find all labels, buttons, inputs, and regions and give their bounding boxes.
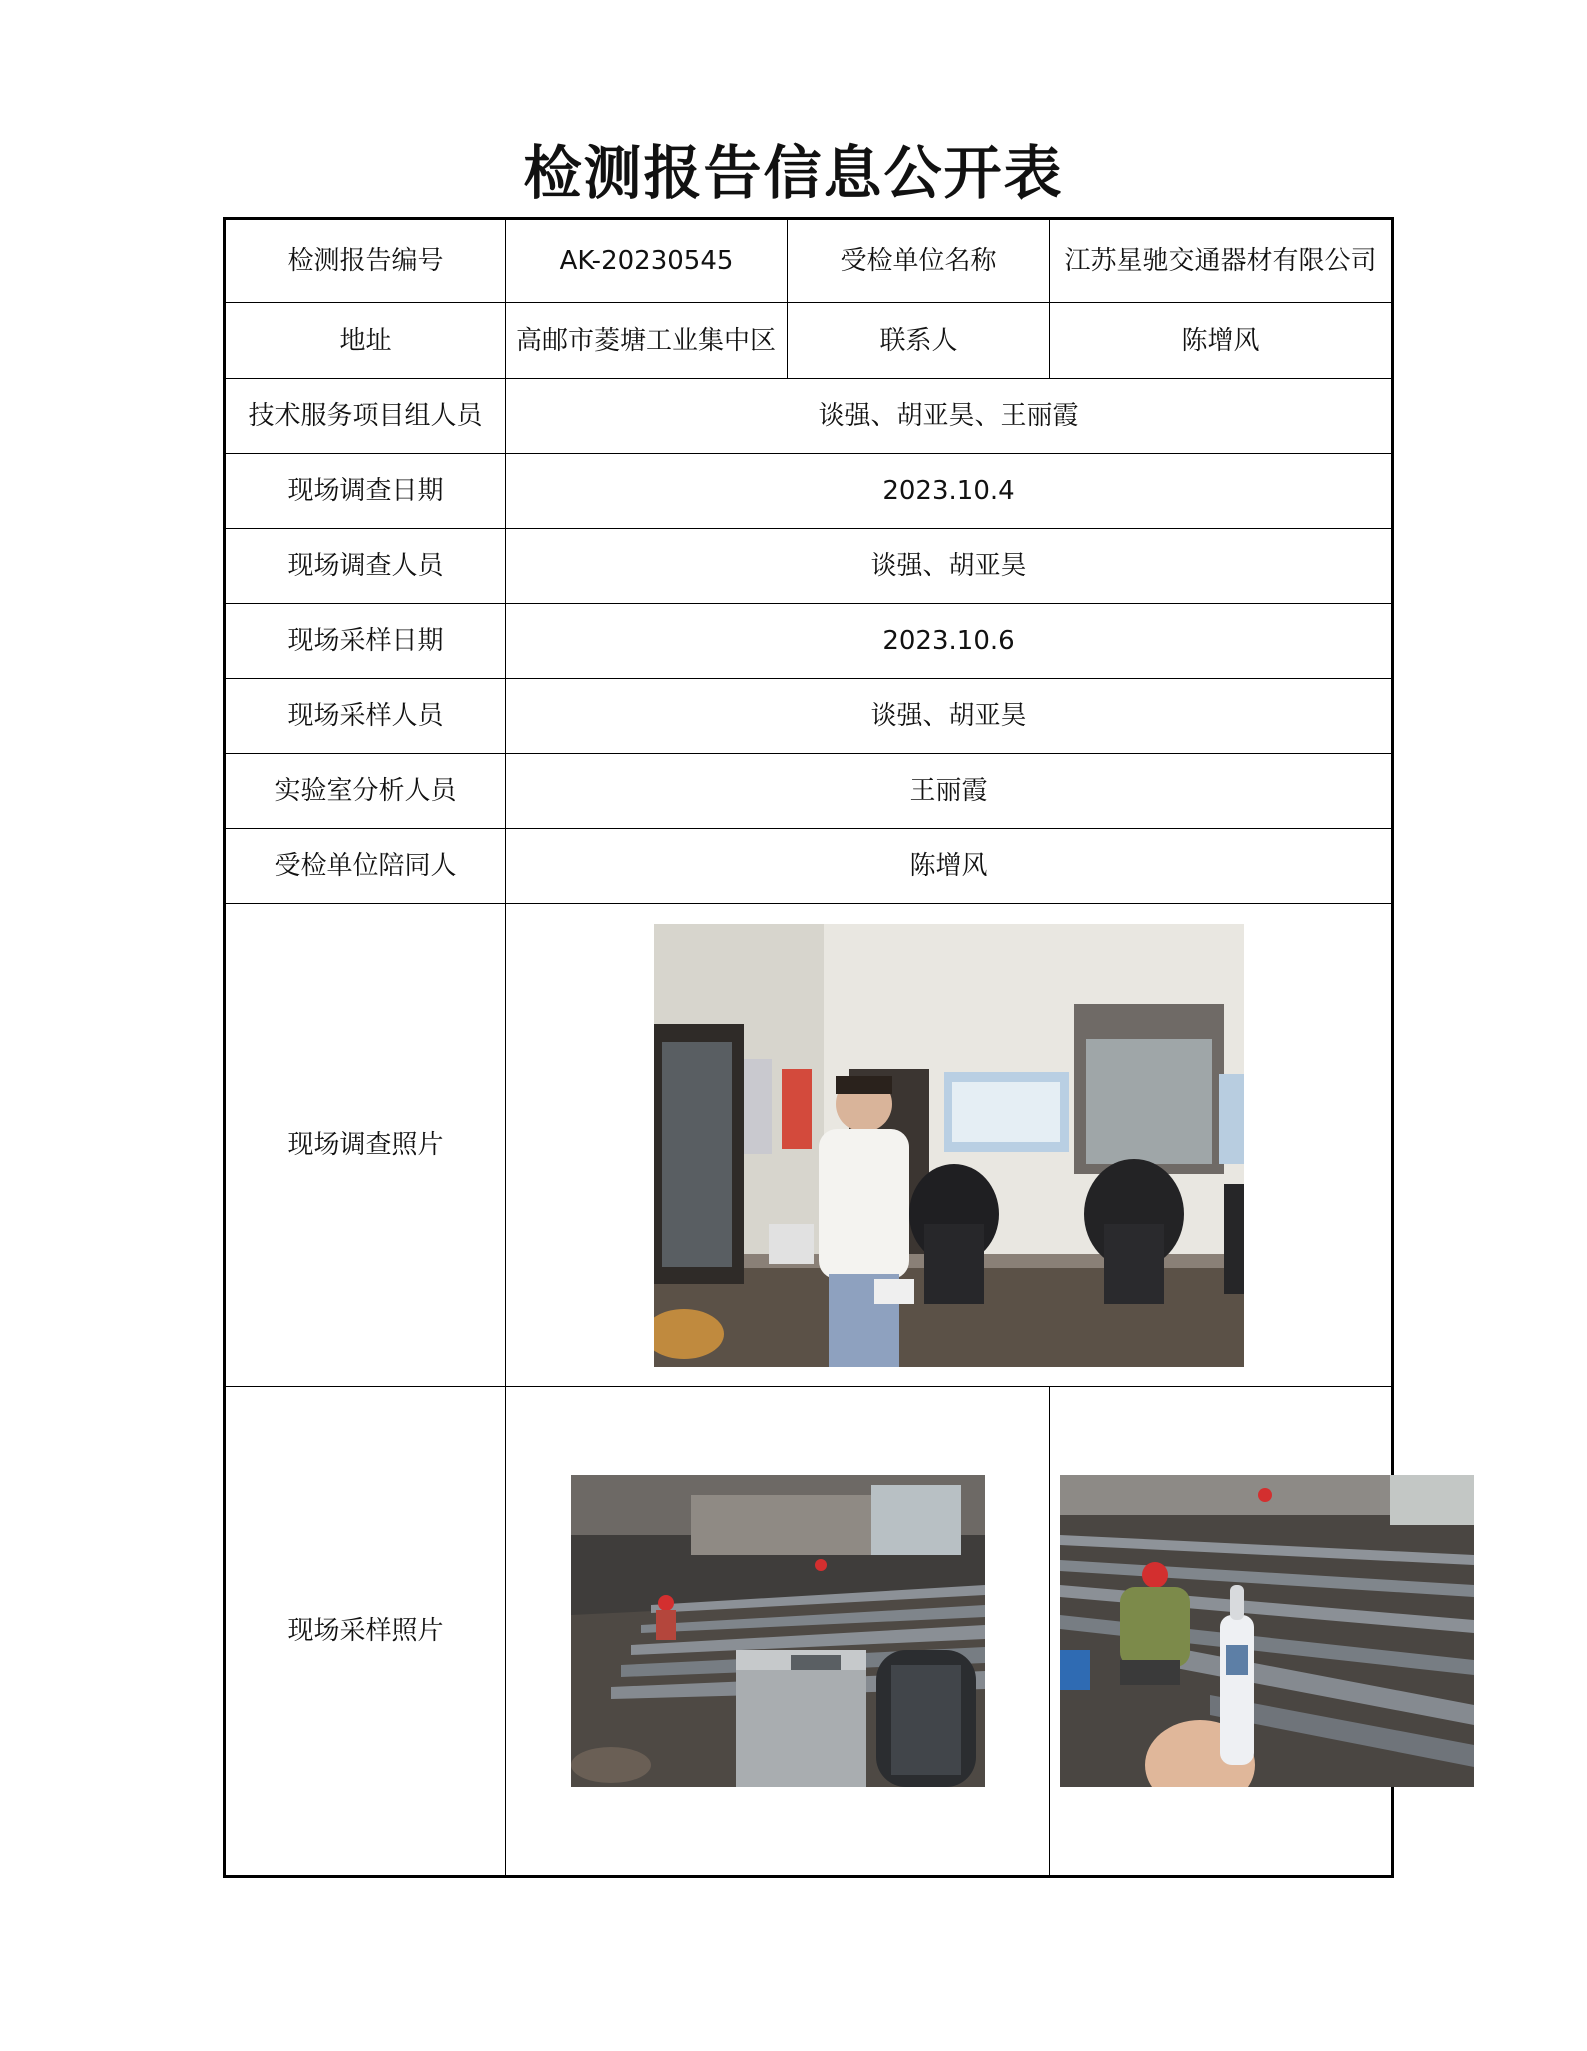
survey-photo-image bbox=[654, 924, 1244, 1367]
page-title: 检测报告信息公开表 bbox=[523, 139, 1064, 207]
survey-date-label: 现场调查日期 bbox=[225, 454, 506, 529]
table-row bbox=[225, 529, 1393, 604]
table-row bbox=[225, 219, 1393, 303]
sampling-photo-label: 现场采样照片 bbox=[225, 1387, 506, 1877]
sampling-staff-value: 谈强、胡亚昊 bbox=[506, 679, 1393, 754]
sampling-photo-cell-right bbox=[1050, 1387, 1393, 1877]
team-value: 谈强、胡亚昊、王丽霞 bbox=[506, 379, 1393, 454]
lab-staff-label: 实验室分析人员 bbox=[225, 754, 506, 829]
table-row bbox=[225, 904, 1393, 1387]
sampling-date-value: 2023.10.6 bbox=[506, 604, 1393, 679]
table-row bbox=[225, 454, 1393, 529]
survey-date-value: 2023.10.4 bbox=[506, 454, 1393, 529]
report-table bbox=[223, 217, 1394, 1878]
table-row bbox=[225, 829, 1393, 904]
survey-photo bbox=[654, 924, 1244, 1367]
sampling-photo-left bbox=[571, 1475, 985, 1787]
address-label: 地址 bbox=[225, 303, 506, 379]
team-label: 技术服务项目组人员 bbox=[225, 379, 506, 454]
unit-name-label: 受检单位名称 bbox=[788, 219, 1050, 303]
sampling-photo-right-image bbox=[1060, 1475, 1474, 1787]
address-value: 高邮市菱塘工业集中区 bbox=[506, 303, 788, 379]
survey-staff-value: 谈强、胡亚昊 bbox=[506, 529, 1393, 604]
survey-photo-label: 现场调查照片 bbox=[225, 904, 506, 1387]
sampling-photo-right bbox=[1060, 1475, 1474, 1787]
unit-name-value: 江苏星驰交通器材有限公司 bbox=[1050, 219, 1393, 303]
table-row bbox=[225, 679, 1393, 754]
table-row bbox=[225, 604, 1393, 679]
contact-label: 联系人 bbox=[788, 303, 1050, 379]
escort-label: 受检单位陪同人 bbox=[225, 829, 506, 904]
sampling-date-label: 现场采样日期 bbox=[225, 604, 506, 679]
survey-photo-cell bbox=[506, 904, 1393, 1387]
escort-value: 陈增风 bbox=[506, 829, 1393, 904]
sampling-staff-label: 现场采样人员 bbox=[225, 679, 506, 754]
table-row bbox=[225, 1387, 1393, 1877]
table-row bbox=[225, 754, 1393, 829]
contact-value: 陈增风 bbox=[1050, 303, 1393, 379]
table-row bbox=[225, 379, 1393, 454]
sampling-photo-left-image bbox=[571, 1475, 985, 1787]
report-no-label: 检测报告编号 bbox=[225, 219, 506, 303]
sampling-photo-cell-left bbox=[506, 1387, 1050, 1877]
table-row bbox=[225, 303, 1393, 379]
survey-staff-label: 现场调查人员 bbox=[225, 529, 506, 604]
report-no-value: AK-20230545 bbox=[506, 219, 788, 303]
lab-staff-value: 王丽霞 bbox=[506, 754, 1393, 829]
